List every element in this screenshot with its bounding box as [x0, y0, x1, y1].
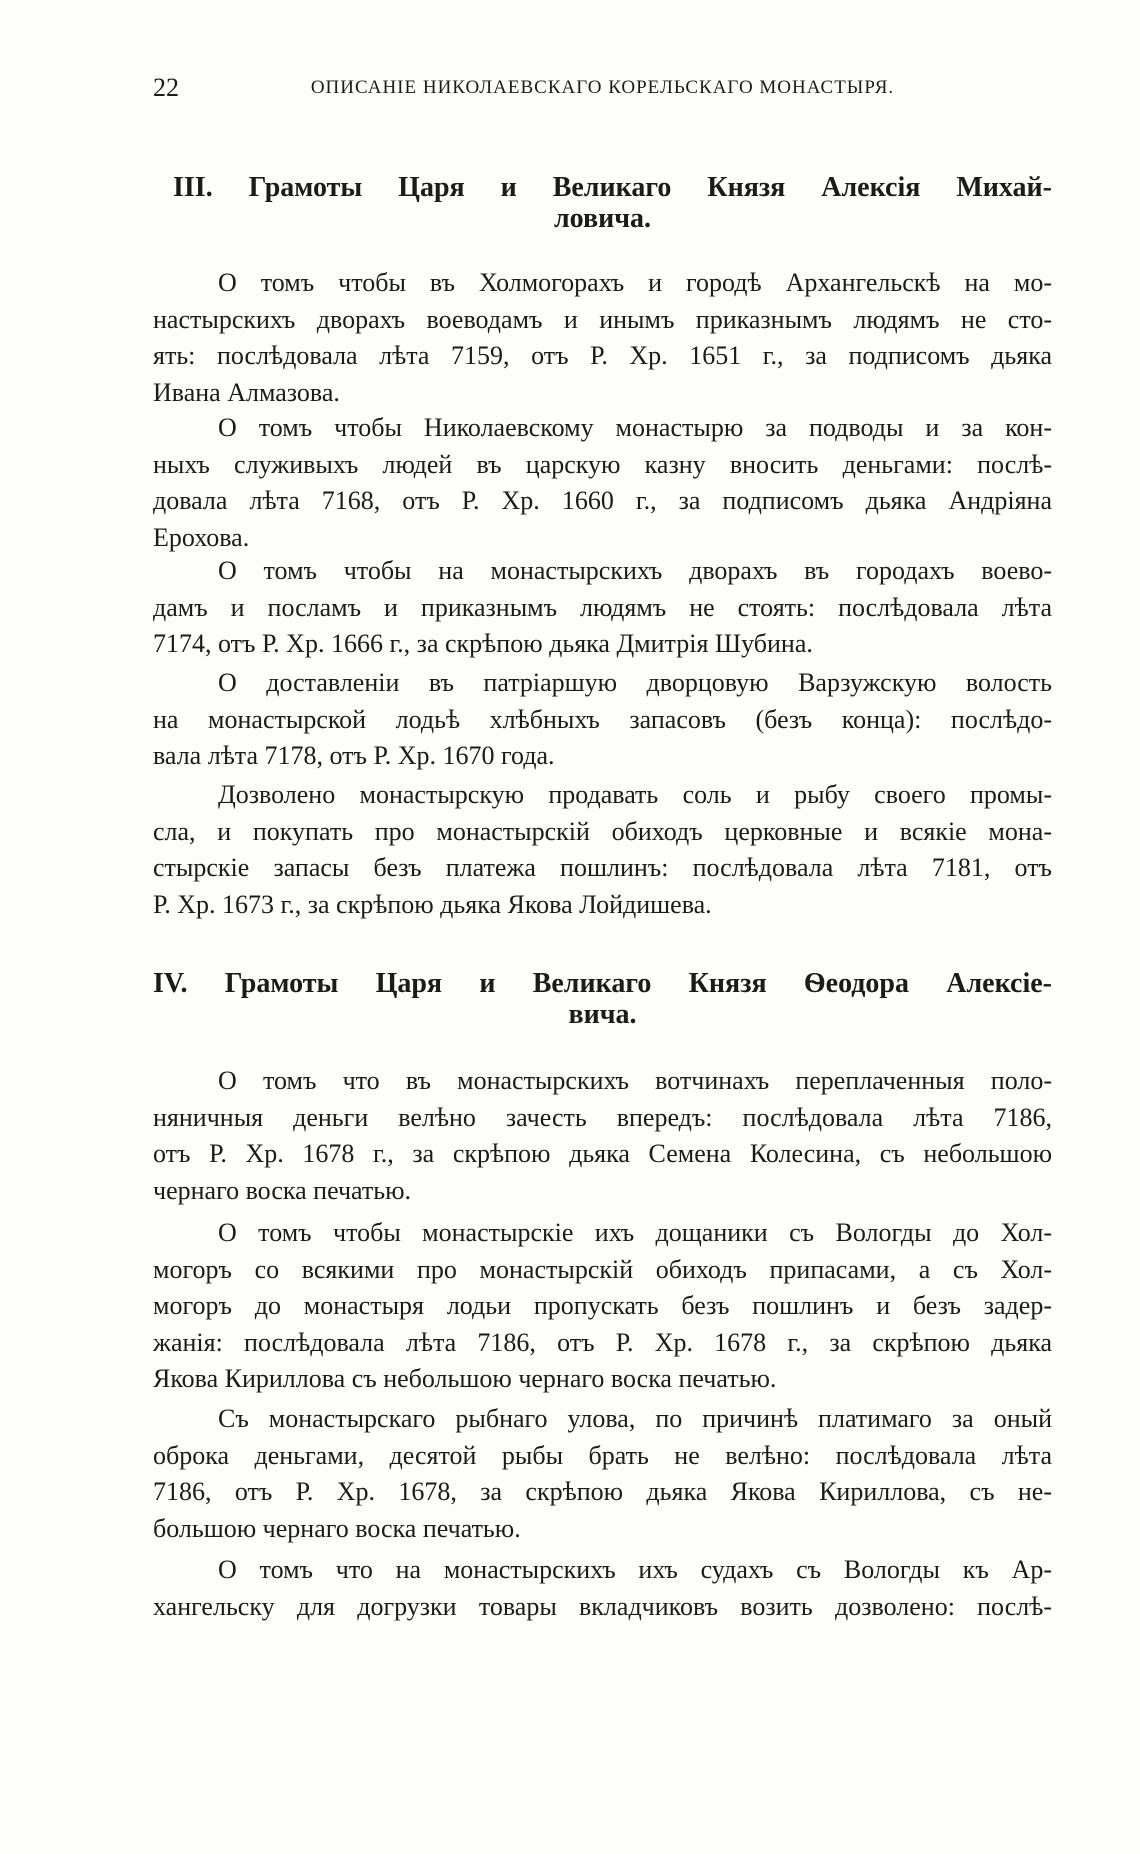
text-line: настырскихъ дворахъ воеводамъ и инымъ приказнымъ людямъ не сто-	[153, 304, 1052, 334]
heading-line: вича.	[568, 999, 637, 1030]
text-line: сла, и покупать про монастырскій обиходъ церковные и всякіе мона-	[153, 816, 1052, 846]
paragraph	[153, 1063, 1052, 1209]
paragraph	[153, 1401, 1052, 1547]
text-line: ныхъ служивыхъ людей въ царскую казну вносить деньгами: послѣ-	[153, 449, 1052, 479]
paragraph	[153, 265, 1052, 411]
text-line: ять: послѣдовала лѣта 7159, отъ Р. Хр. 1651 г., за подписомъ дьяка	[153, 341, 1052, 370]
text-line: О томъ что на монастырскихъ ихъ судахъ съ Вологды къ Ар-	[218, 1555, 1052, 1584]
text-line: Р. Хр. 1673 г., за скрѣпою дьяка Якова Лойдишева.	[153, 889, 712, 919]
section-heading-iv	[153, 968, 1052, 1030]
running-title: ОПИСАНІЕ НИКОЛАЕВСКАГО КОРЕЛЬСКАГО МОНАСТЫРЯ.	[310, 77, 895, 98]
text-line: Якова Кириллова съ небольшою чернаго воска печатью.	[153, 1364, 777, 1393]
paragraph	[153, 553, 1052, 663]
text-line: няничныя деньги велѣно зачесть впередъ: послѣдовала лѣта 7186,	[153, 1102, 1052, 1132]
heading-line: ловича.	[553, 203, 652, 234]
heading-line: IV. Грамоты Царя и Великаго Князя Ѳеодора Алексіе-	[153, 968, 1052, 999]
text-line: О томъ чтобы монастырскіе ихъ дощаники съ Вологды до Хол-	[218, 1218, 1052, 1247]
paragraph	[153, 777, 1052, 923]
paragraph	[153, 1215, 1052, 1398]
text-line: дамъ и посламъ и приказнымъ людямъ не стоять: послѣдовала лѣта	[153, 592, 1052, 622]
text-line: вала лѣта 7178, отъ Р. Хр. 1670 года.	[153, 741, 555, 770]
text-line: стырскіе запасы безъ платежа пошлинъ: послѣдовала лѣта 7181, отъ	[153, 853, 1052, 882]
paragraph	[153, 1552, 1052, 1625]
text-line: жанія: послѣдовала лѣта 7186, отъ Р. Хр. 1678 г., за скрѣпою дьяка	[153, 1327, 1052, 1357]
text-line: Съ монастырскаго рыбнаго улова, по причинѣ платимаго за оный	[218, 1404, 1052, 1433]
text-line: отъ Р. Хр. 1678 г., за скрѣпою дьяка Семена Колесина, съ небольшою	[153, 1139, 1052, 1168]
text-line: оброка деньгами, десятой рыбы брать не велѣно: послѣдовала лѣта	[153, 1440, 1052, 1470]
text-line: хангельску для догрузки товары вкладчиковъ возить дозволено: послѣ-	[153, 1591, 1052, 1621]
text-line: Ерохова.	[153, 522, 250, 552]
text-line: О томъ чтобы въ Холмогорахъ и городѣ Архангельскѣ на мо-	[218, 268, 1052, 297]
text-line: О доставленіи въ патріаршую дворцовую Варзужскую волость	[218, 668, 1052, 697]
text-line: большою чернаго воска печатью.	[153, 1513, 521, 1543]
text-line: на монастырской лодьѣ хлѣбныхъ запасовъ (безъ конца): послѣдо-	[153, 704, 1052, 734]
paragraph	[153, 410, 1052, 556]
text-line: могоръ со всякими про монастырскій обиходъ припасами, а съ Хол-	[153, 1254, 1052, 1284]
text-line: О томъ что въ монастырскихъ вотчинахъ переплаченныя поло-	[218, 1066, 1052, 1095]
text-line: Дозволено монастырскую продавать соль и рыбу своего промы-	[218, 780, 1052, 809]
text-line: чернаго воска печатью.	[153, 1175, 412, 1205]
text-line: О томъ чтобы на монастырскихъ дворахъ въ городахъ воево-	[218, 556, 1052, 585]
text-line: О томъ чтобы Николаевскому монастырю за подводы и за кон-	[218, 413, 1052, 442]
text-line: Ивана Алмазова.	[153, 377, 340, 407]
text-line: довала лѣта 7168, отъ Р. Хр. 1660 г., за подписомъ дьяка Андріяна	[153, 486, 1052, 515]
section-heading-iii	[153, 172, 1052, 234]
paragraph	[153, 665, 1052, 775]
page-number: 22	[153, 73, 179, 102]
text-line: 7174, отъ Р. Хр. 1666 г., за скрѣпою дьяка Дмитрія Шубина.	[153, 629, 813, 658]
text-line: 7186, отъ Р. Хр. 1678, за скрѣпою дьяка Якова Кириллова, съ не-	[153, 1477, 1052, 1506]
text-line: могоръ до монастыря лодьи пропускать безъ пошлинъ и безъ задер-	[153, 1291, 1052, 1320]
heading-line: III. Грамоты Царя и Великаго Князя Алексія Михай-	[173, 172, 1052, 203]
